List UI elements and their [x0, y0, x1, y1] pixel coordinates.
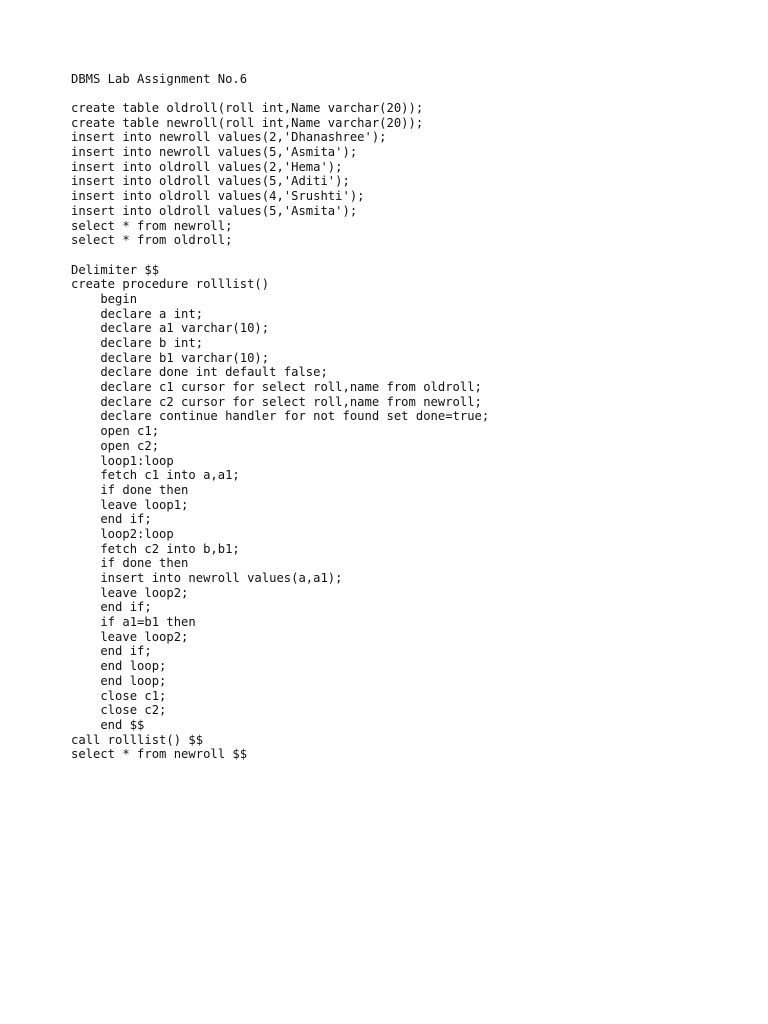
- code-line: end if;: [71, 644, 152, 659]
- code-line: begin: [71, 291, 138, 306]
- code-line: create procedure rolllist(): [71, 277, 270, 292]
- code-line: declare b1 varchar(10);: [71, 350, 270, 365]
- code-line: leave loop2;: [71, 629, 189, 644]
- code-line: declare c1 cursor for select roll,name from oldroll;: [71, 380, 482, 395]
- code-line: if done then: [71, 556, 189, 571]
- code-line: insert into newroll values(5,'Asmita');: [71, 145, 358, 160]
- code-line: end $$: [71, 717, 145, 732]
- code-line: end if;: [71, 600, 152, 615]
- code-line: leave loop2;: [71, 585, 189, 600]
- code-line: select * from oldroll;: [71, 233, 233, 248]
- code-line: declare done int default false;: [71, 365, 328, 380]
- code-line: leave loop1;: [71, 497, 189, 512]
- code-line: [71, 248, 489, 263]
- code-line: loop1:loop: [71, 453, 174, 468]
- code-line: close c1;: [71, 688, 167, 703]
- code-line: fetch c1 into a,a1;: [71, 468, 240, 483]
- sql-code-block: [71, 101, 489, 762]
- code-line: if done then: [71, 482, 189, 497]
- code-line: open c2;: [71, 438, 160, 453]
- code-line: declare b int;: [71, 336, 204, 350]
- code-line: create table newroll(roll int,Name varchar(20));: [71, 115, 424, 130]
- code-line: insert into oldroll values(5,'Aditi');: [71, 174, 350, 189]
- code-line: end loop;: [71, 673, 167, 688]
- code-line: loop2:loop: [71, 526, 174, 541]
- code-line: insert into oldroll values(5,'Asmita');: [71, 203, 358, 218]
- code-line: declare continue handler for not found set done=true;: [71, 409, 490, 424]
- code-line: create table oldroll(roll int,Name varchar(20));: [71, 101, 424, 115]
- code-line: insert into newroll values(2,'Dhanashree');: [71, 130, 387, 145]
- code-line: open c1;: [71, 424, 160, 439]
- code-line: if a1=b1 then: [71, 615, 196, 630]
- code-line: select * from newroll;: [71, 218, 233, 233]
- code-line: Delimiter $$: [71, 262, 160, 277]
- code-line: declare a int;: [71, 306, 204, 321]
- code-line: insert into oldroll values(2,'Hema');: [71, 159, 343, 174]
- code-line: end loop;: [71, 659, 167, 674]
- code-line: call rolllist() $$: [71, 732, 204, 747]
- code-line: insert into newroll values(a,a1);: [71, 571, 343, 585]
- code-line: close c2;: [71, 703, 167, 718]
- code-line: end if;: [71, 512, 152, 527]
- code-line: select * from newroll $$: [71, 747, 248, 762]
- code-line: insert into oldroll values(4,'Srushti');: [71, 189, 365, 204]
- code-line: declare a1 varchar(10);: [71, 321, 270, 336]
- code-line: fetch c2 into b,b1;: [71, 541, 240, 556]
- code-line: declare c2 cursor for select roll,name from newroll;: [71, 394, 482, 409]
- document-title: DBMS Lab Assignment No.6: [71, 72, 248, 86]
